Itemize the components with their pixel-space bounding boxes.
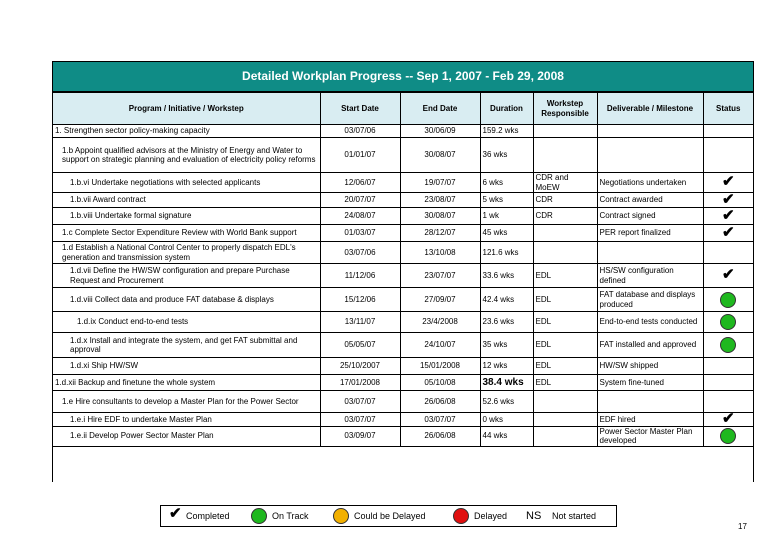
row-deliverable (597, 391, 703, 413)
row-status (703, 193, 753, 208)
yellow-dot-icon (333, 508, 349, 524)
row-responsible (533, 242, 597, 264)
table-row (53, 288, 753, 312)
row-responsible: EDL (533, 358, 597, 375)
table-row (53, 173, 753, 193)
row-workstep: 1.e.ii Develop Power Sector Master Plan (53, 426, 320, 446)
row-responsible (533, 125, 597, 138)
row-start-date: 03/07/07 (320, 413, 400, 427)
row-end-date: 23/07/07 (400, 264, 480, 288)
row-duration: 44 wks (480, 426, 533, 446)
table-row (53, 264, 753, 288)
row-workstep: 1.b.vii Award contract (53, 193, 320, 208)
row-workstep: 1.d.vii Define the HW/SW configuration and prepare Purchase Request and Procurement (53, 264, 320, 288)
row-deliverable: FAT database and displays produced (597, 288, 703, 312)
row-deliverable (597, 125, 703, 138)
row-duration: 23.6 wks (480, 312, 533, 333)
row-end-date: 19/07/07 (400, 173, 480, 193)
row-workstep: 1.b Appoint qualified advisors at the Ministry of Energy and Water to support on strategic planning and evaluation of electricity policy reforms (53, 138, 320, 173)
row-duration: 36 wks (480, 138, 533, 173)
row-status (703, 264, 753, 288)
status-legend (160, 505, 617, 527)
row-duration: 42.4 wks (480, 288, 533, 312)
green-dot-icon (720, 314, 736, 330)
row-status (703, 288, 753, 312)
table-row (53, 138, 753, 173)
row-status (703, 375, 753, 391)
table-row (53, 358, 753, 375)
row-deliverable: HW/SW shipped (597, 358, 703, 375)
table-row (53, 208, 753, 225)
row-duration: 12 wks (480, 358, 533, 375)
header-deliverable: Deliverable / Milestone (597, 93, 703, 125)
page-title: Detailed Workplan Progress -- Sep 1, 2007 - Feb 29, 2008 (53, 62, 753, 92)
row-end-date: 03/07/07 (400, 413, 480, 427)
row-end-date: 26/06/08 (400, 391, 480, 413)
header-start: Start Date (320, 93, 400, 125)
workplan-table (53, 92, 753, 447)
row-deliverable: EDF hired (597, 413, 703, 427)
row-duration: 33.6 wks (480, 264, 533, 288)
row-duration: 5 wks (480, 193, 533, 208)
row-deliverable: FAT installed and approved (597, 333, 703, 358)
row-duration: 121.6 wks (480, 242, 533, 264)
row-start-date: 05/05/07 (320, 333, 400, 358)
row-end-date: 30/08/07 (400, 138, 480, 173)
row-start-date: 11/12/06 (320, 264, 400, 288)
row-duration: 45 wks (480, 225, 533, 242)
row-end-date: 13/10/08 (400, 242, 480, 264)
row-start-date: 01/01/07 (320, 138, 400, 173)
row-end-date: 27/09/07 (400, 288, 480, 312)
page-number: 17 (738, 522, 747, 531)
green-dot-icon (720, 428, 736, 444)
row-duration: 1 wk (480, 208, 533, 225)
workplan-sheet (52, 61, 754, 482)
row-end-date: 30/06/09 (400, 125, 480, 138)
row-duration: 52.6 wks (480, 391, 533, 413)
table-row (53, 193, 753, 208)
row-deliverable: End-to-end tests conducted (597, 312, 703, 333)
row-status (703, 242, 753, 264)
row-start-date: 24/08/07 (320, 208, 400, 225)
row-responsible: EDL (533, 264, 597, 288)
row-start-date: 17/01/2008 (320, 375, 400, 391)
row-end-date: 30/08/07 (400, 208, 480, 225)
checkmark-icon: ✔ (721, 173, 735, 191)
row-workstep: 1.d.ix Conduct end-to-end tests (53, 312, 320, 333)
table-row (53, 242, 753, 264)
table-row (53, 375, 753, 391)
green-dot-icon (720, 292, 736, 308)
red-dot-icon (453, 508, 469, 524)
row-workstep: 1.c Complete Sector Expenditure Review with World Bank support (53, 225, 320, 242)
row-end-date: 23/4/2008 (400, 312, 480, 333)
row-responsible: EDL (533, 333, 597, 358)
legend-not-started: Not started (552, 511, 597, 521)
green-dot-icon (251, 508, 267, 524)
checkmark-icon: ✔ (721, 207, 735, 224)
row-start-date: 12/06/07 (320, 173, 400, 193)
legend-could-be-delayed: Could be Delayed (354, 511, 426, 521)
row-duration: 159.2 wks (480, 125, 533, 138)
row-workstep: 1.d.x Install and integrate the system, and get FAT submittal and approval (53, 333, 320, 358)
row-status (703, 225, 753, 242)
row-responsible: EDL (533, 288, 597, 312)
row-duration: 35 wks (480, 333, 533, 358)
row-duration: 38.4 wks (480, 375, 533, 391)
table-row (53, 426, 753, 446)
row-duration: 0 wks (480, 413, 533, 427)
row-start-date: 20/07/07 (320, 193, 400, 208)
row-deliverable (597, 138, 703, 173)
row-end-date: 26/06/08 (400, 426, 480, 446)
row-responsible: CDR (533, 208, 597, 225)
header-duration: Duration (480, 93, 533, 125)
row-end-date: 15/01/2008 (400, 358, 480, 375)
row-responsible (533, 413, 597, 427)
row-responsible: EDL (533, 375, 597, 391)
table-header-row (53, 93, 753, 125)
table-row (53, 413, 753, 427)
row-deliverable: System fine-tuned (597, 375, 703, 391)
row-end-date: 23/08/07 (400, 193, 480, 208)
row-status (703, 333, 753, 358)
row-workstep: 1.e Hire consultants to develop a Master Plan for the Power Sector (53, 391, 320, 413)
row-start-date: 13/11/07 (320, 312, 400, 333)
header-responsible: Workstep Responsible (533, 93, 597, 125)
row-deliverable: Contract signed (597, 208, 703, 225)
row-responsible (533, 426, 597, 446)
row-status (703, 358, 753, 375)
header-program: Program / Initiative / Workstep (53, 93, 320, 125)
header-end: End Date (400, 93, 480, 125)
row-start-date: 01/03/07 (320, 225, 400, 242)
legend-ns-symbol: NS (526, 510, 542, 522)
row-deliverable: HS/SW configuration defined (597, 264, 703, 288)
row-start-date: 03/07/06 (320, 242, 400, 264)
row-status (703, 125, 753, 138)
row-workstep: 1.d.xii Backup and finetune the whole system (53, 375, 320, 391)
checkmark-icon: ✔ (721, 266, 735, 284)
row-workstep: 1. Strengthen sector policy-making capacity (53, 125, 320, 138)
row-status (703, 173, 753, 193)
table-row (53, 312, 753, 333)
checkmark-icon: ✔ (721, 224, 735, 241)
green-dot-icon (720, 337, 736, 353)
table-row (53, 225, 753, 242)
checkmark-icon: ✔ (169, 505, 182, 522)
row-end-date: 05/10/08 (400, 375, 480, 391)
row-start-date: 03/07/07 (320, 391, 400, 413)
row-start-date: 03/07/06 (320, 125, 400, 138)
row-duration: 6 wks (480, 173, 533, 193)
row-status (703, 138, 753, 173)
table-row (53, 333, 753, 358)
row-workstep: 1.d Establish a National Control Center to properly dispatch EDL's generation and transmission system (53, 242, 320, 264)
row-deliverable: Power Sector Master Plan developed (597, 426, 703, 446)
row-deliverable: Contract awarded (597, 193, 703, 208)
legend-on-track: On Track (272, 511, 309, 521)
row-responsible: CDR (533, 193, 597, 208)
legend-completed: Completed (186, 511, 230, 521)
row-workstep: 1.b.viii Undertake formal signature (53, 208, 320, 225)
row-deliverable (597, 242, 703, 264)
row-responsible (533, 225, 597, 242)
table-row (53, 125, 753, 138)
row-start-date: 25/10/2007 (320, 358, 400, 375)
row-responsible: CDR and MoEW (533, 173, 597, 193)
row-status (703, 208, 753, 225)
row-workstep: 1.e.i Hire EDF to undertake Master Plan (53, 413, 320, 427)
row-workstep: 1.b.vi Undertake negotiations with selected applicants (53, 173, 320, 193)
row-deliverable: PER report finalized (597, 225, 703, 242)
row-workstep: 1.d.xi Ship HW/SW (53, 358, 320, 375)
row-status (703, 312, 753, 333)
header-status: Status (703, 93, 753, 125)
row-status (703, 391, 753, 413)
row-start-date: 03/09/07 (320, 426, 400, 446)
table-row (53, 391, 753, 413)
row-deliverable: Negotiations undertaken (597, 173, 703, 193)
row-end-date: 28/12/07 (400, 225, 480, 242)
row-responsible: EDL (533, 312, 597, 333)
row-responsible (533, 391, 597, 413)
row-workstep: 1.d.viii Collect data and produce FAT database & displays (53, 288, 320, 312)
row-end-date: 24/10/07 (400, 333, 480, 358)
row-status (703, 413, 753, 427)
row-start-date: 15/12/06 (320, 288, 400, 312)
row-responsible (533, 138, 597, 173)
row-status (703, 426, 753, 446)
checkmark-icon: ✔ (721, 412, 735, 426)
checkmark-icon: ✔ (721, 192, 735, 208)
legend-delayed: Delayed (474, 511, 508, 521)
